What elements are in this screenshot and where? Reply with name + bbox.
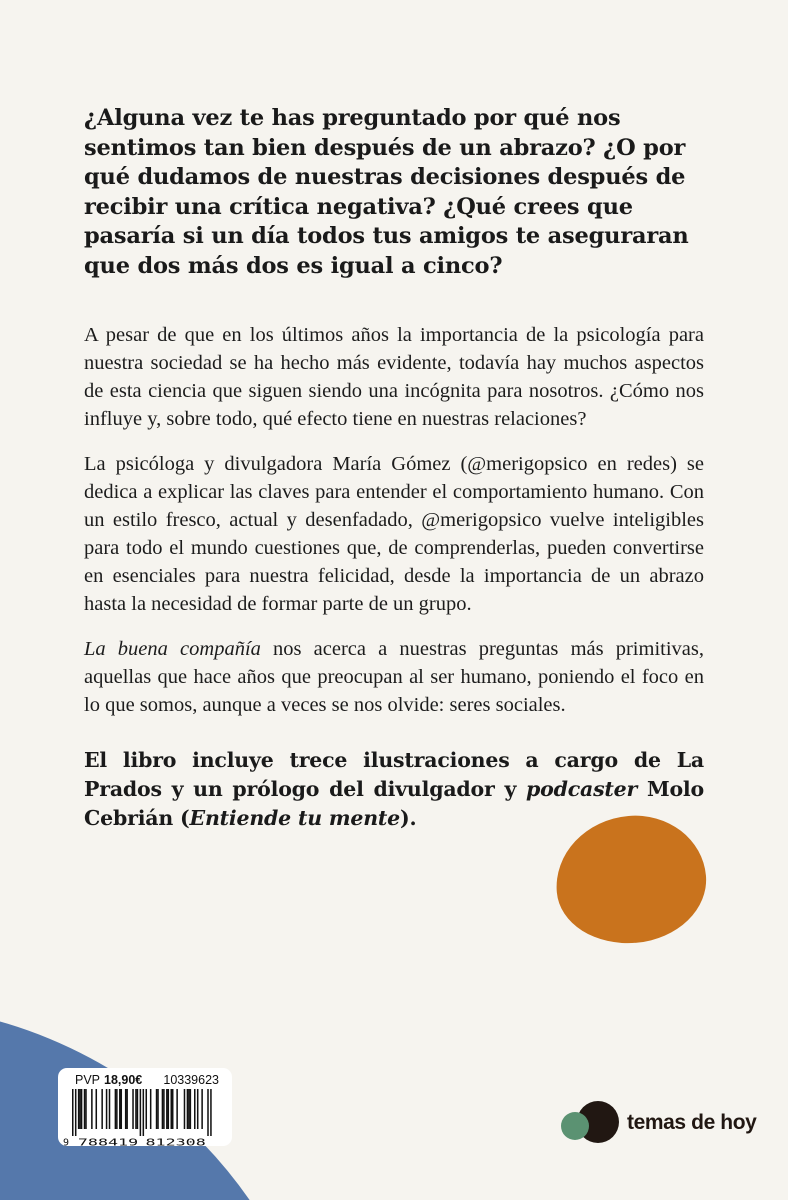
synopsis-paragraph-2: La psicóloga y divulgadora María Gómez (@merigopsico en redes) se dedica a explicar las claves para entender el comportamiento humano. Con un estilo fresco, actual y desenfadado, @merigopsico vuelve inteligibles para todo el mundo cuestiones que, de comprenderlas, pueden convertirse en esenciales para nuestra felicidad, desde la importancia de un abrazo hasta la necesidad de formar parte de un grupo. bbox=[84, 453, 704, 615]
credits-paragraph: El libro incluye trece ilustraciones a cargo de La Prados y un prólogo del divulgador y podcaster Molo Cebrián (Entiende tu mente). bbox=[84, 748, 704, 830]
synopsis-paragraph-3: La buena compañía nos acerca a nuestras preguntas más primitivas, aquellas que hace años que preocupan al ser humano, poniendo el foco en lo que somos, aunque a veces se nos olvide: seres sociales. bbox=[84, 638, 704, 716]
svg-text:812308: 812308 bbox=[145, 1137, 206, 1147]
ean-barcode-icon bbox=[62, 1089, 214, 1147]
price-value: 18,90€ bbox=[104, 1073, 143, 1087]
logo-green-circle-icon bbox=[561, 1112, 589, 1140]
barcode-box bbox=[58, 1068, 232, 1146]
price-group bbox=[75, 1074, 142, 1087]
svg-text:9: 9 bbox=[63, 1137, 70, 1147]
product-code: 10339623 bbox=[163, 1073, 219, 1087]
price-label: PVP bbox=[75, 1073, 101, 1087]
cover-text-column bbox=[84, 104, 704, 833]
publisher-name: temas de hoy bbox=[627, 1111, 757, 1134]
synopsis-paragraph-1: A pesar de que en los últimos años la importancia de la psicología para nuestra sociedad se ha hecho más evidente, todavía hay muchos aspectos de esta ciencia que siguen siendo una incógnita para nosotros. ¿Cómo nos influye y, sobre todo, qué efecto tiene en nuestras relaciones? bbox=[84, 324, 704, 430]
price-row bbox=[58, 1068, 232, 1087]
svg-text:788419: 788419 bbox=[77, 1137, 139, 1147]
back-cover-headline: ¿Alguna vez te has preguntado por qué nos sentimos tan bien después de un abrazo? ¿O por qué dudamos de nuestras decisiones después de recibir una crítica negativa? ¿Qué crees que pasaría si un día todos tus amigos te aseguraran que dos más dos es igual a cinco? bbox=[84, 105, 689, 279]
